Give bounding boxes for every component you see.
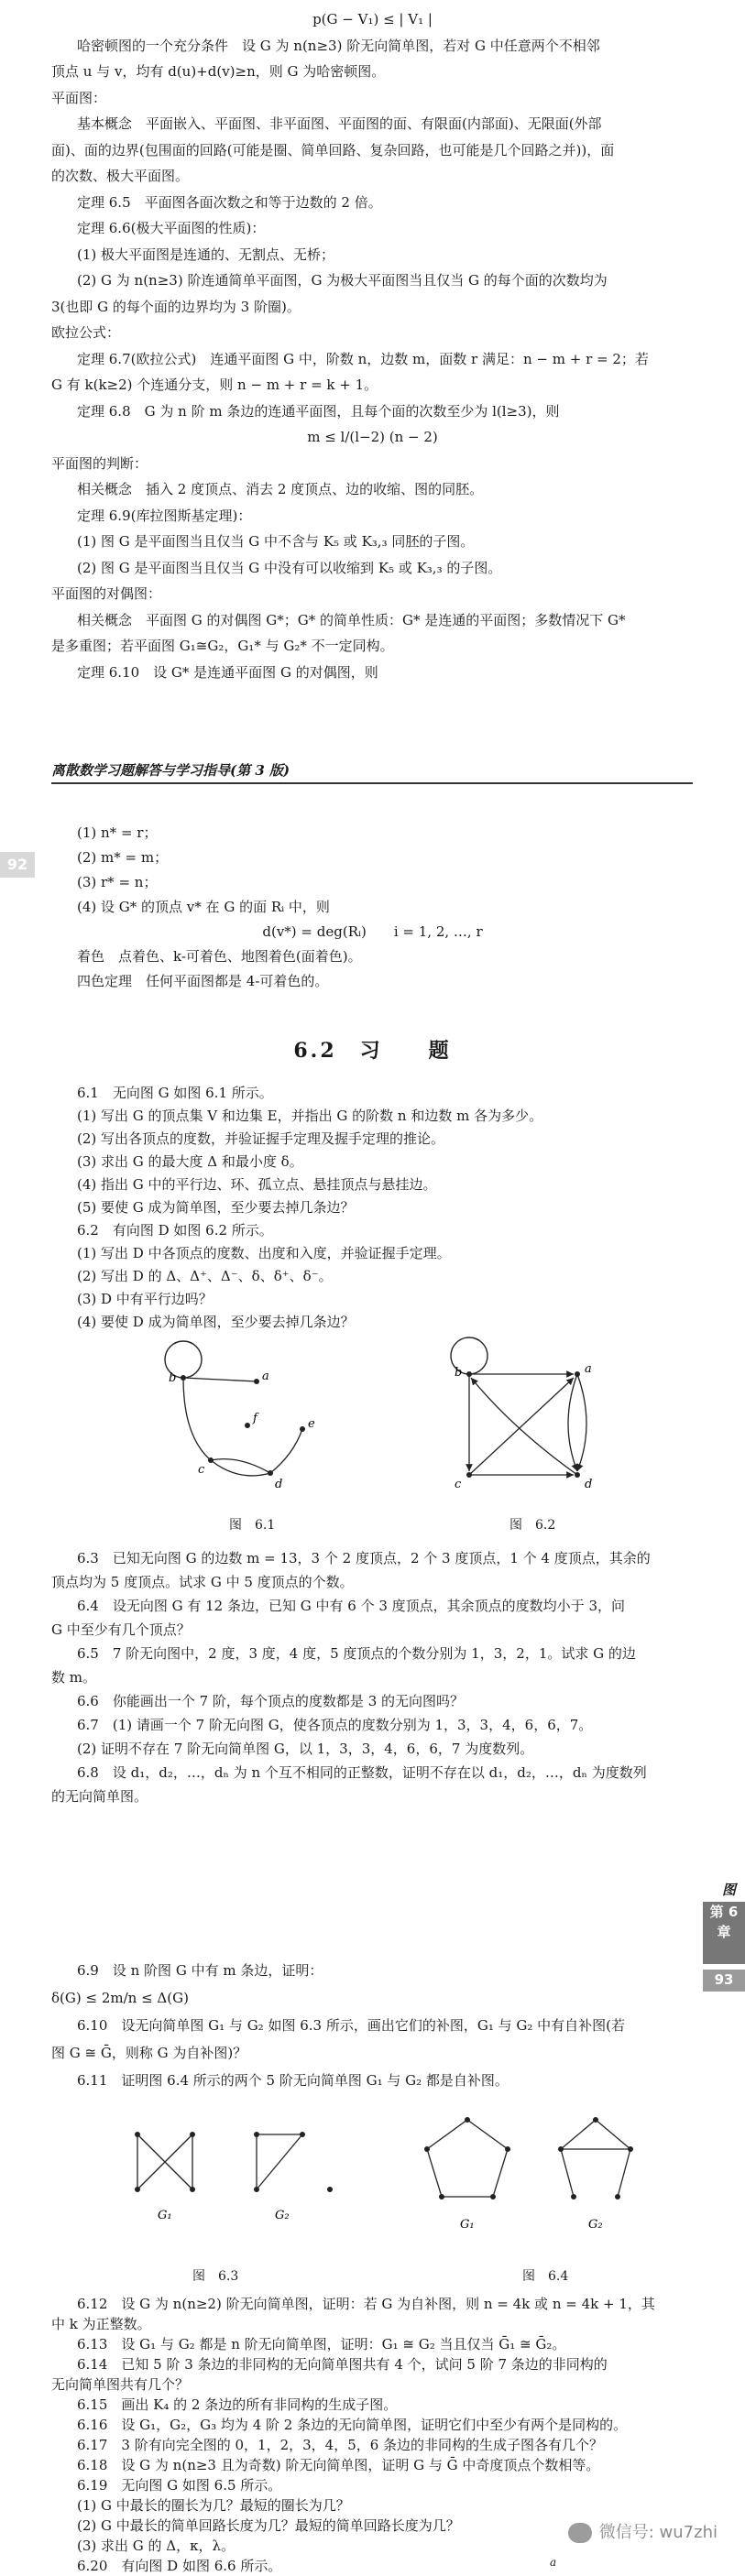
label-f: f <box>253 1412 257 1425</box>
text-line: 平面图的判断： <box>51 454 148 472</box>
exercise-line: (3) 求出 G 的最大度 Δ 和最小度 δ。 <box>77 1153 303 1170</box>
text-line: (1) 极大平面图是连通的、无割点、无桥； <box>77 246 335 263</box>
vertex-f <box>245 1423 250 1428</box>
exercise-line: 6.8 设 d₁，d₂，…，dₙ 为 n 个互不相同的正整数，证明不存在以 d₁，d₂，…，dₙ 为度数列 <box>77 1764 647 1781</box>
graph-label-G1: G₁ <box>460 2218 475 2232</box>
arc-a-d-1 <box>568 1374 577 1471</box>
page-section-1 <box>0 0 745 733</box>
text-line: m ≤ l/(l−2) (n − 2) <box>307 429 438 445</box>
exercise-line: 6.2 有向图 D 如图 6.2 所示。 <box>77 1222 273 1239</box>
side-tab-chapter: 第 6 章 <box>703 1902 745 1964</box>
vertex <box>465 2117 470 2123</box>
exercise-line: 6.15 画出 K₄ 的 2 条边的所有非同构的生成子图。 <box>77 2396 398 2413</box>
figure-6-4 <box>412 2107 669 2254</box>
exercise-line: 6.17 3 阶有向完全图的 0，1，2，3，4，5，6 条边的非同构的生成子图各有几个？ <box>77 2437 604 2453</box>
text-line: 定理 6.6(极大平面图的性质)： <box>77 220 266 236</box>
text-line: p(G − V₁) ≤ | V₁ | <box>312 11 433 27</box>
text-line: 定理 6.8 G 为 n 阶 m 条边的连通平面图，且每个面的次数至少为 l(l≥3)，则 <box>77 402 560 420</box>
exercise-line: 无向简单图共有几个？ <box>51 2376 190 2393</box>
text-line: 相关概念 平面图 G 的对偶图 G*；G* 的简单性质：G* 是连通的平面图；多数情况下 G* <box>77 611 626 628</box>
edge-a-b <box>183 1378 257 1381</box>
text-line: 着色 点着色、k-可着色、地图着色(面着色)。 <box>77 948 362 965</box>
exercise-line: (2) 写出 D 的 Δ、Δ⁺、Δ⁻、δ、δ⁺、δ⁻。 <box>77 1268 333 1284</box>
text-line: 平面图： <box>51 89 107 106</box>
text-line: (3) r* = n； <box>77 874 158 890</box>
vertex <box>424 2146 430 2152</box>
watermark <box>568 2519 718 2543</box>
exercise-line: 6.12 设 G 为 n(n≥2) 阶无向简单图，证明：若 G 为自补图，则 n = 4k 或 n = 4k + 1，其 <box>77 2296 655 2312</box>
arc-a-d-2 <box>577 1374 586 1471</box>
exercise-line: (2) 证明不存在 7 阶无向简单图 G，以 1，3，3，4，6，6，7 为度数列。 <box>77 1741 534 1757</box>
label-d: d <box>275 1478 283 1491</box>
figure-6-4-caption: 图 6.4 <box>522 2269 569 2284</box>
text-line: 的次数、极大平面图。 <box>51 168 190 184</box>
figure-6-3-caption: 图 6.3 <box>192 2269 239 2284</box>
vertex <box>439 2194 444 2199</box>
exercise-line: 6.16 设 G₁，G₂，G₃ 均为 4 阶 2 条边的无向简单图，证明它们中至少有两个是同构的。 <box>77 2417 628 2433</box>
exercise-line: δ(G) ≤ 2m/n ≤ Δ(G) <box>51 1990 189 2006</box>
exercise-line: 6.13 设 G₁ 与 G₂ 都是 n 阶无向简单图，证明：G₁ ≅ G₂ 当且仅当 Ḡ₁ ≅ Ḡ₂。 <box>77 2336 566 2352</box>
exercise-line: 6.6 你能画出一个 7 阶，每个顶点的度数都是 3 的无向图吗？ <box>77 1693 465 1709</box>
bottom-mark: a <box>550 2556 557 2569</box>
exercise-line: (1) 写出 G 的顶点集 V 和边集 E，并指出 G 的阶数 n 和边数 m 各为多少。 <box>77 1108 543 1124</box>
label-a: a <box>262 1370 269 1383</box>
section-title: 6.2 习 题 <box>293 1039 452 1063</box>
label-e: e <box>308 1417 315 1431</box>
exercise-line: 6.7 (1) 请画一个 7 阶无向图 G，使各顶点的度数分别为 1，3，3，4，6，6，7。 <box>77 1717 593 1733</box>
figure-6-1 <box>147 1326 385 1501</box>
vertex <box>327 2187 333 2192</box>
exercise-line: (4) 指出 G 中的平行边、环、孤立点、悬挂顶点与悬挂边。 <box>77 1176 437 1193</box>
exercise-line: 的无向简单图。 <box>51 1788 148 1805</box>
exercise-line: (4) 要使 D 成为简单图，至少要去掉几条边？ <box>77 1314 355 1330</box>
exercise-line: 顶点均为 5 度顶点。试求 G 中 5 度顶点的个数。 <box>51 1574 354 1590</box>
exercise-line: 6.20 有向图 D 如图 6.6 所示。 <box>77 2558 282 2574</box>
exercise-line: (1) 写出 D 中各顶点的度数、出度和入度，并验证握手定理。 <box>77 1245 451 1261</box>
exercise-line: (3) 求出 G 的 Δ，κ，λ。 <box>77 2538 236 2554</box>
text-line: G 有 k(k≥2) 个连通分支，则 n − m + r = k + 1。 <box>51 377 378 393</box>
side-tab-chapter-title: 图 <box>721 1882 736 1898</box>
page-section-3 <box>0 1841 745 2574</box>
edge-d-e <box>270 1429 302 1473</box>
edge-b-c <box>183 1378 211 1460</box>
text-line: 定理 6.7(欧拉公式) 连通平面图 G 中，阶数 n，边数 m，面数 r 满足：n − m + r = 2；若 <box>77 350 649 367</box>
graph-label-G2: G₂ <box>588 2218 603 2232</box>
text-line: 相关概念 插入 2 度顶点、消去 2 度顶点、边的收缩、图的同胚。 <box>77 481 484 497</box>
edge <box>561 2120 596 2149</box>
header-rule <box>51 782 693 784</box>
exercise-line: (1) G 中最长的圈长为几？最短的圈长为几？ <box>77 2497 350 2514</box>
label-a: a <box>585 1362 592 1376</box>
text-line: 3(也即 G 的每个面的边界均为 3 阶圈)。 <box>51 298 301 315</box>
page-number-badge: 92 <box>0 852 35 878</box>
exercise-line: 图 G ≅ Ḡ，则称 G 为自补图)？ <box>51 2045 247 2061</box>
exercise-line: 6.10 设无向简单图 G₁ 与 G₂ 如图 6.3 所示，画出它们的补图，G₁ 与 G₂ 中有自补图(若 <box>77 2017 626 2034</box>
side-tab-page-number: 93 <box>703 1970 745 1992</box>
exercise-line: (2) G 中最长的简单回路长度为几？最短的简单回路长度为几？ <box>77 2517 460 2534</box>
exercise-line: 6.5 7 阶无向图中，2 度，3 度，4 度，5 度顶点的个数分别为 1，3，2，1。试求 G 的边 <box>77 1645 636 1662</box>
edge <box>257 2134 302 2189</box>
text-line: (4) 设 G* 的顶点 v* 在 G 的面 Rᵢ 中，则 <box>77 899 330 915</box>
exercise-line: (3) D 中有平行边吗？ <box>77 1291 213 1307</box>
figure-6-3 <box>119 2116 357 2244</box>
text-line: 基本概念 平面嵌入、平面图、非平面图、平面图的面、有限面(内部面)、无限面(外部 <box>77 115 602 132</box>
text-line: (2) G 为 n(n≥3) 阶连通简单平面图，G 为极大平面图当且仅当 G 的每个面的次数均为 <box>77 272 608 289</box>
running-header: 离散数学习题解答与学习指导(第 3 版) <box>51 762 290 779</box>
label-c: c <box>198 1463 205 1477</box>
arc-d-b <box>471 1378 577 1475</box>
exercise-line: (5) 要使 G 成为简单图，至少要去掉几条边？ <box>77 1199 355 1216</box>
exercise-line: 6.19 无向图 G 如图 6.5 所示。 <box>77 2477 282 2494</box>
text-line: 顶点 u 与 v，均有 d(u)+d(v)≥n，则 G 为哈密顿图。 <box>51 63 386 80</box>
page-section-2 <box>0 733 745 1841</box>
edge <box>596 2120 630 2149</box>
figure-6-2-caption: 图 6.2 <box>509 1518 556 1533</box>
pentagon-G1 <box>427 2120 508 2197</box>
exercise-line: 6.11 证明图 6.4 所示的两个 5 阶无向简单图 G₁ 与 G₂ 都是自补图。 <box>77 2072 509 2089</box>
label-d: d <box>585 1478 593 1491</box>
exercise-line: 6.14 已知 5 阶 3 条边的非同构的无向简单图共有 4 个，试问 5 阶 7 条边的非同构的 <box>77 2356 608 2373</box>
label-b: b <box>455 1366 463 1380</box>
exercise-line: 6.4 设无向图 G 有 12 条边，已知 G 中有 6 个 3 度顶点，其余顶点的度数均小于 3，问 <box>77 1598 625 1614</box>
text-line: 是多重图；若平面图 G₁≅G₂，G₁* 与 G₂* 不一定同构。 <box>51 638 394 654</box>
text-line: (1) 图 G 是平面图当且仅当 G 中不含与 K₅ 或 K₃,₃ 同胚的子图。 <box>77 533 475 550</box>
text-line: 定理 6.10 设 G* 是连通平面图 G 的对偶图，则 <box>77 663 378 681</box>
edge <box>561 2149 574 2197</box>
vertex <box>490 2194 496 2199</box>
exercise-line: 6.18 设 G 为 n(n≥3 且为奇数) 阶无向简单图，证明 G 与 Ḡ 中奇度顶点个数相等。 <box>77 2457 600 2473</box>
figure-6-2 <box>431 1319 641 1502</box>
text-line: (1) n* = r； <box>77 824 158 841</box>
text-line: 定理 6.9(库拉图斯基定理)： <box>77 507 252 524</box>
exercise-line: 6.3 已知无向图 G 的边数 m = 13，3 个 2 度顶点，2 个 3 度顶点，1 个 4 度顶点，其余的 <box>77 1550 651 1566</box>
label-c: c <box>455 1478 462 1491</box>
watermark-text: 微信号: wu7zhi <box>598 2523 718 2542</box>
exercise-line: 6.9 设 n 阶图 G 中有 m 条边，证明： <box>77 1962 323 1979</box>
exercise-line: 6.1 无向图 G 如图 6.1 所示。 <box>77 1085 273 1101</box>
graph-label-G1: G₁ <box>158 2209 172 2222</box>
text-line: 面)、面的边界(包围面的回路(可能是圈、简单回路、复杂回路，也可能是几个回路之并))，面 <box>51 141 615 158</box>
wechat-icon <box>568 2523 592 2543</box>
exercise-line: 数 m。 <box>51 1669 96 1686</box>
text-line: (2) m* = m； <box>77 849 169 866</box>
label-b: b <box>169 1371 177 1385</box>
text-line: 哈密顿图的一个充分条件 设 G 为 n(n≥3) 阶无向简单图，若对 G 中任意两个不相邻 <box>77 37 600 54</box>
text-line: (2) 图 G 是平面图当且仅当 G 中没有可以收缩到 K₅ 或 K₃,₃ 的子图。 <box>77 559 502 576</box>
edge <box>618 2149 630 2197</box>
graph-label-G2: G₂ <box>275 2209 290 2222</box>
text-line: 四色定理 任何平面图都是 4-可着色的。 <box>77 973 329 989</box>
text-line: 平面图的对偶图： <box>51 585 162 602</box>
exercise-line: (2) 写出各顶点的度数，并验证握手定理及握手定理的推论。 <box>77 1130 445 1147</box>
text-line: 定理 6.5 平面图各面次数之和等于边数的 2 倍。 <box>77 193 382 211</box>
text-line: 欧拉公式： <box>51 324 121 341</box>
vertex <box>505 2146 510 2152</box>
exercise-line: G 中至少有几个顶点？ <box>51 1621 191 1638</box>
text-line: d(v*) = deg(Rᵢ) i = 1, 2, …, r <box>262 923 483 940</box>
exercise-line: 中 k 为正整数。 <box>51 2316 151 2332</box>
figure-6-1-caption: 图 6.1 <box>229 1518 276 1533</box>
